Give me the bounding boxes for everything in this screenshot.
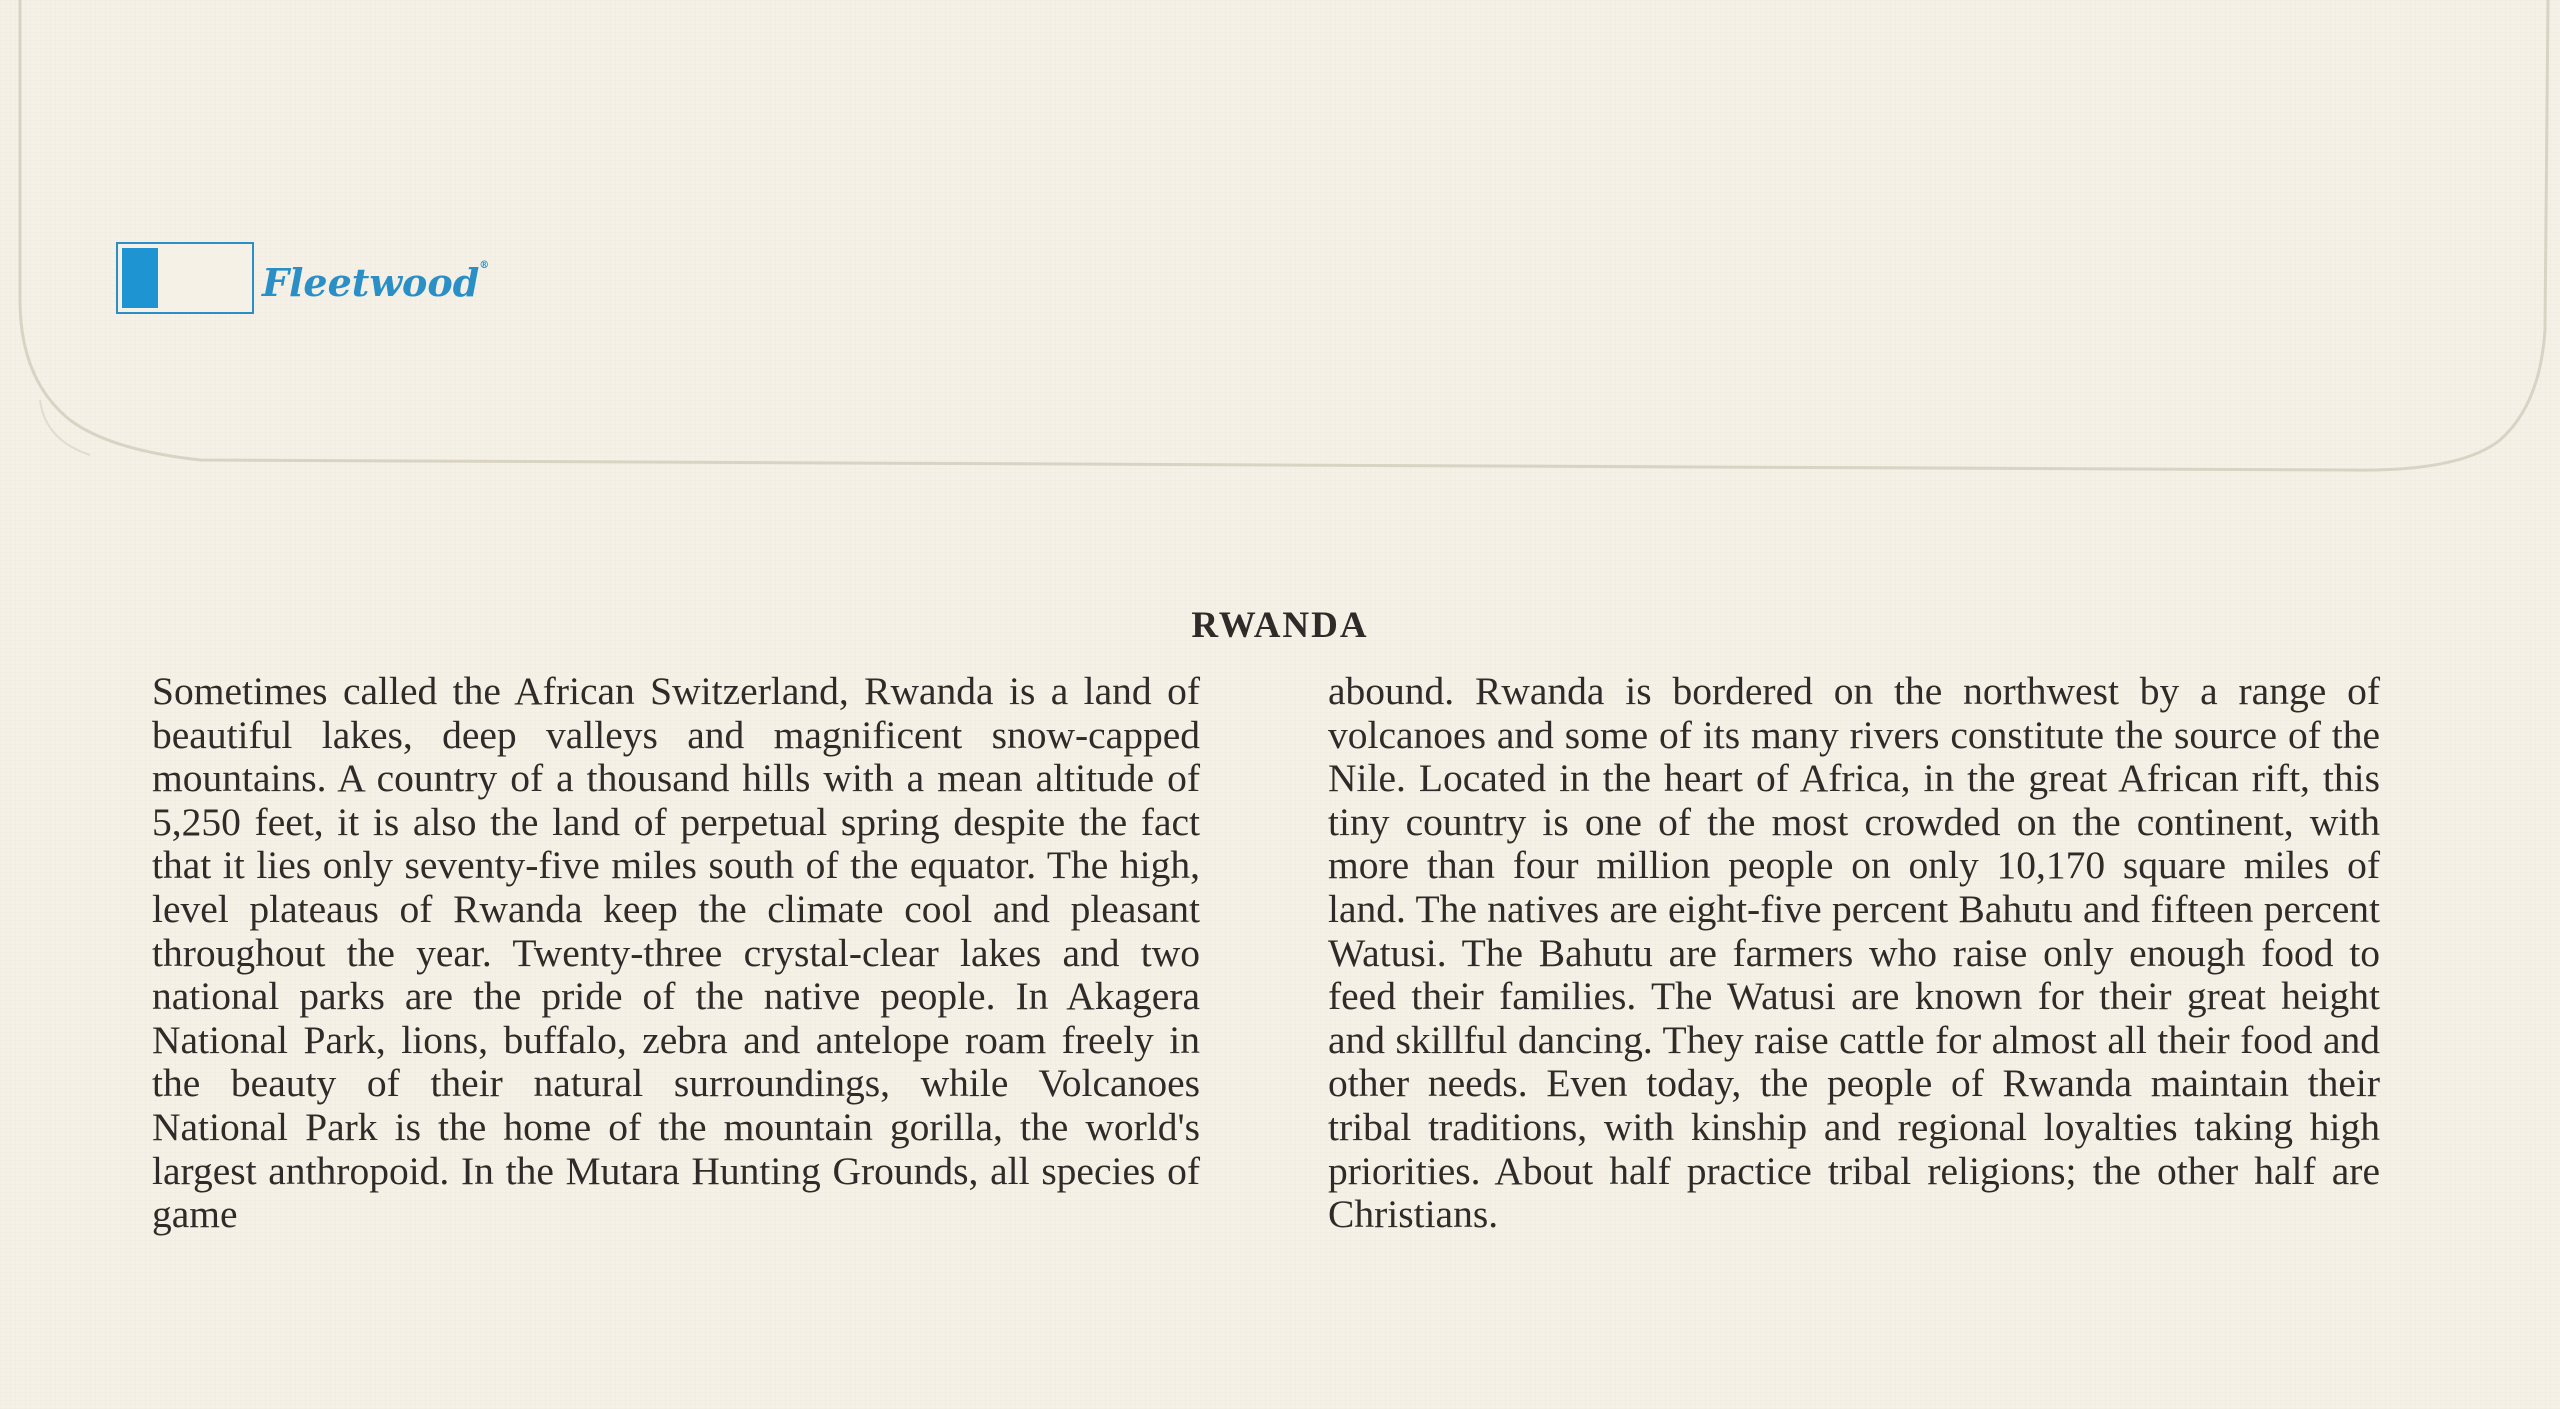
article-column-left: Sometimes called the African Switzerland, Rwanda is a land of beautiful lakes, deep valleys and magnificent snow-capped mountains. A country of a thousand hills with a mean altitude of 5,250 feet, it is also the land of perpetual spring despite the fact that it lies only seventy-five miles south of the equator. The high, level plateaus of Rwanda keep the climate cool and pleasant throughout the year. Twenty-three crystal-clear lakes and two national parks are the pride of the native people. In Akagera National Park, lions, buffalo, zebra and antelope roam freely in the beauty of their natural surroundings, while Volcanoes National Park is the home of the mountain gorilla, the world's largest anthropoid. In the Mutara Hunting Grounds, all species of game	[152, 669, 1200, 1237]
article-column-right: abound. Rwanda is bordered on the northwest by a range of volcanoes and some of its many rivers constitute the source of the Nile. Located in the heart of Africa, in the great African rift, this tiny country is one of the most crowded on the continent, with more than four million people on only 10,170 square miles of land. The natives are eight-five percent Bahutu and fifteen percent Watusi. The Bahutu are farmers who raise only enough food to feed their families. The Watusi are known for their great height and skillful dancing. They raise cattle for almost all their food and other needs. Even today, the people of Rwanda maintain their tribal traditions, with kinship and regional loyalties taking high priorities. About half practice tribal religions; the other half are Christians.	[1328, 669, 2380, 1237]
logo-wordmark: Fleetwood®	[262, 259, 490, 305]
fleetwood-logo	[116, 242, 489, 314]
article-title: RWANDA	[1191, 605, 1369, 646]
logo-box-icon	[116, 242, 254, 314]
